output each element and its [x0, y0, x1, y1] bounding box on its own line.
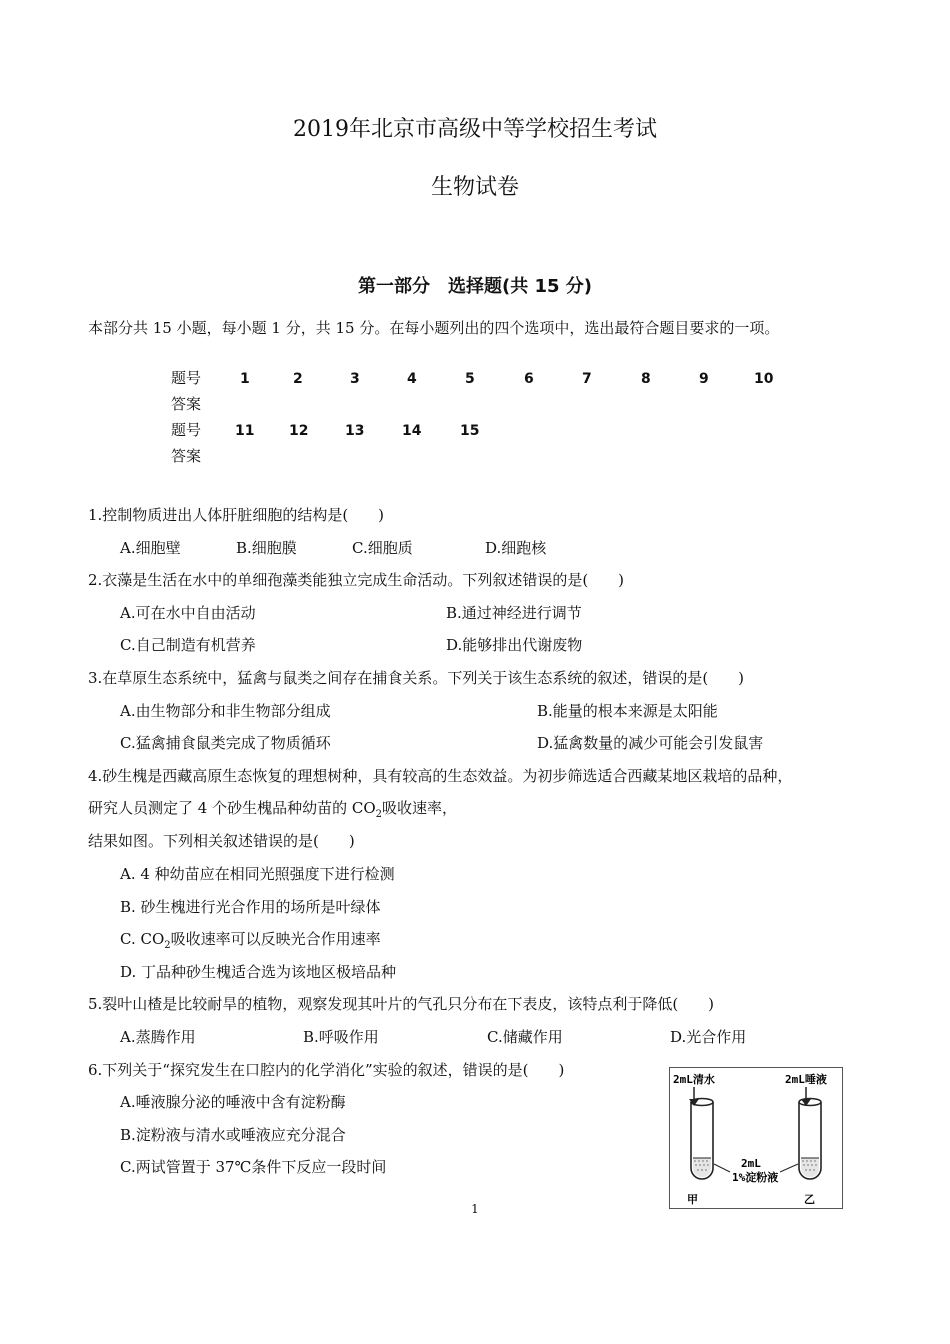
question-5-stem: 5.裂叶山楂是比较耐旱的植物，观察发现其叶片的气孔只分布在下表皮，该特点利于降低( ) [88, 995, 715, 1013]
question-1-option-c: C.细胞质 [352, 539, 413, 557]
question-6-option-a: A.唾液腺分泌的唾液中含有淀粉酶 [120, 1093, 346, 1111]
question-4-option-c: C. $CO_2$吸收速率可以反映光合作用速率 [120, 930, 381, 951]
exam-title: 2019年北京市高级中等学校招生考试 [293, 117, 657, 142]
table-number-cell: 15 [460, 423, 480, 439]
question-3-option-c: C.猛禽捕食鼠类完成了物质循环 [120, 734, 331, 752]
question-1-option-a: A.细胞壁 [120, 539, 181, 557]
question-2-option-d: D.能够排出代谢废物 [446, 636, 583, 654]
pointer-right [780, 1164, 798, 1172]
question-5-option-a: A.蒸腾作用 [120, 1028, 196, 1046]
question-4-stem-line-3: 结果如图。下列相关叙述错误的是( ) [88, 832, 355, 850]
table-label-answer: 答案 [171, 447, 202, 465]
table-number-cell: 1 [240, 371, 250, 387]
page-number: 1 [471, 1202, 479, 1216]
question-1-option-b: B.细胞膜 [236, 539, 297, 557]
question-4-option-a: A. 4 种幼苗应在相同光照强度下进行检测 [120, 865, 395, 883]
question-3-option-a: A.由生物部分和非生物部分组成 [120, 702, 331, 720]
table-number-cell: 5 [465, 371, 475, 387]
question-6-stem: 6.下列关于“探究发生在口腔内的化学消化”实验的叙述，错误的是( ) [88, 1061, 565, 1079]
question-4-stem-line-2: 研究人员测定了 4 个砂生槐品种幼苗的 $CO_2$吸收速率， [88, 799, 458, 820]
question-2-option-a: A.可在水中自由活动 [120, 604, 256, 622]
question-5-option-b: B.呼吸作用 [303, 1028, 379, 1046]
question-2-option-b: B.通过神经进行调节 [446, 604, 582, 622]
section-instructions: 本部分共 15 小题，每小题 1 分，共 15 分。在每小题列出的四个选项中，选出最符合题目要求的一项。 [88, 319, 780, 337]
question-3-stem: 3.在草原生态系统中，猛禽与鼠类之间存在捕食关系。下列关于该生态系统的叙述，错误的是( ) [88, 669, 745, 687]
question-2-stem: 2.衣藻是生活在水中的单细孢藻类能独立完成生命活动。下列叙述错误的是( ) [88, 571, 625, 589]
label-tube-jia: 甲 [687, 1193, 698, 1206]
test-tube-diagram [670, 1068, 842, 1208]
question-1-stem: 1.控制物质进出人体肝脏细胞的结构是( ) [88, 506, 385, 524]
label-starch-volume: 2mL [741, 1157, 761, 1170]
test-tube-figure [669, 1067, 843, 1209]
table-number-cell: 11 [235, 423, 255, 439]
question-5-option-c: C.储藏作用 [487, 1028, 563, 1046]
table-number-cell: 14 [402, 423, 422, 439]
table-label-number: 题号 [171, 421, 202, 439]
question-5-option-d: D.光合作用 [670, 1028, 747, 1046]
table-number-cell: 3 [350, 371, 360, 387]
question-4-option-b: B. 砂生槐进行光合作用的场所是叶绿体 [120, 898, 381, 916]
table-label-answer: 答案 [171, 395, 202, 413]
table-number-cell: 10 [754, 371, 774, 387]
table-number-cell: 2 [293, 371, 303, 387]
table-number-cell: 13 [345, 423, 365, 439]
table-number-cell: 8 [641, 371, 651, 387]
table-number-cell: 12 [289, 423, 309, 439]
table-number-cell: 4 [407, 371, 417, 387]
table-number-cell: 9 [699, 371, 709, 387]
arrow-saliva [801, 1087, 811, 1106]
pointer-left [714, 1164, 730, 1172]
label-starch-solution: 1%淀粉液 [732, 1171, 779, 1184]
table-number-cell: 7 [582, 371, 592, 387]
question-1-option-d: D.细跑核 [485, 539, 547, 557]
label-saliva: 2mL唾液 [785, 1073, 827, 1086]
section-title: 第一部分 选择题(共 15 分) [357, 276, 593, 297]
label-tube-yi: 乙 [804, 1193, 815, 1206]
label-water: 2mL清水 [673, 1073, 715, 1086]
question-2-option-c: C.自己制造有机营养 [120, 636, 256, 654]
question-3-option-d: D.猛禽数量的减少可能会引发鼠害 [537, 734, 764, 752]
test-tube-left [691, 1099, 713, 1180]
question-3-option-b: B.能量的根本来源是太阳能 [537, 702, 718, 720]
question-6-option-c: C.两试管置于 37℃条件下反应一段时间 [120, 1158, 387, 1176]
question-4-option-d: D. 丁品种砂生槐适合选为该地区极培品种 [120, 963, 397, 981]
exam-subtitle: 生物试卷 [430, 175, 519, 200]
table-label-number: 题号 [171, 369, 202, 387]
test-tube-right [799, 1099, 821, 1180]
question-6-option-b: B.淀粉液与清水或唾液应充分混合 [120, 1126, 346, 1144]
question-4-stem-line-1: 4.砂生槐是西藏高原生态恢复的理想树种，具有较高的生态效益。为初步筛选适合西藏某地区栽培的品种， [88, 767, 793, 785]
table-number-cell: 6 [524, 371, 534, 387]
